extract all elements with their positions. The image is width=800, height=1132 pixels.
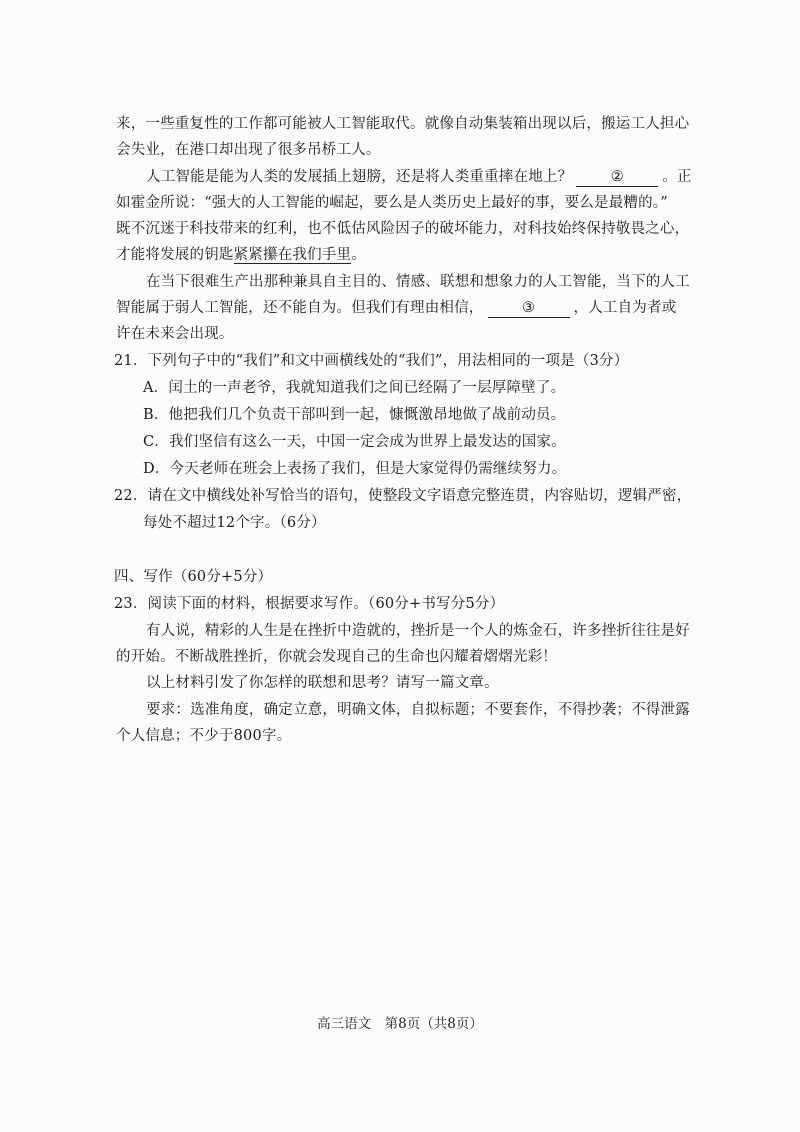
passage-line (146, 166, 692, 188)
question-21-option-a: A．闰土的一声老爷，我就知道我们之间已经隔了一层厚障壁了。 (143, 380, 566, 396)
passage-text: 人工智能是能为人类的发展插上翅膀，还是将人类重重摔在地上？ (146, 169, 573, 185)
passage-text: ，人工自为者或 (573, 300, 677, 316)
passage-line (116, 244, 686, 266)
passage-line (116, 297, 686, 319)
question-21-option-d: D．今天老师在班会上表扬了我们，但是大家觉得仍需继续努力。 (143, 461, 567, 477)
passage-line: 会失业，在港口却出现了很多吊桥工人。 (116, 142, 381, 158)
passage-text: 才能将发展的钥匙 (116, 247, 234, 263)
writing-prompt: 以上材料引发了你怎样的联想和思考？请写一篇文章。 (146, 675, 499, 691)
fill-blank-3: ③ (488, 299, 570, 318)
material-line: 有人说，精彩的人生是在挫折中造就的，挫折是一个人的炼金石，许多挫折往往是好 (146, 623, 690, 639)
underlined-phrase: 紧紧攥在我们手里 (233, 247, 352, 263)
passage-line: 许在未来会出现。 (116, 326, 234, 342)
passage-line: 如霍金所说：“强大的人工智能的崛起，要么是人类历史上最好的事，要么是最糟的。” (116, 195, 668, 211)
fill-blank-2: ② (576, 168, 658, 187)
question-21-option-c: C．我们坚信有这么一天，中国一定会成为世界上最发达的国家。 (143, 434, 566, 450)
passage-text: 智能属于弱人工智能，还不能自为。但我们有理由相信， (116, 300, 484, 316)
question-21-option-b: B．他把我们几个负责干部叫到一起，慷慨激昂地做了战前动员。 (143, 407, 566, 423)
section-title: 四、写作（60分+5分） (114, 569, 273, 585)
passage-text: 。正 (662, 169, 692, 185)
passage-line: 来，一些重复性的工作都可能被人工智能取代。就像自动集装箱出现以后，搬运工人担心 (116, 116, 690, 132)
question-22-stem: 22．请在文中横线处补写恰当的语句，使整段文字语意完整连贯，内容贴切，逻辑严密， (114, 488, 692, 504)
page-footer: 高三语文 第8页（共8页） (317, 1016, 483, 1032)
question-23-stem: 23．阅读下面的材料，根据要求写作。（60分+书写分5分） (114, 596, 505, 612)
material-line: 的开始。不断战胜挫折，你就会发现自己的生命也闪耀着熠熠光彩！ (116, 649, 557, 665)
passage-line: 在当下很难生产出那种兼具自主目的、情感、联想和想象力的人工智能，当下的人工 (146, 274, 690, 290)
question-21-stem: 21．下列句子中的“我们”和文中画横线处的“我们”，用法相同的一项是（3分） (114, 353, 629, 369)
passage-line: 既不沉迷于科技带来的红利，也不低估风险因子的破坏能力，对科技始终保持敬畏之心， (116, 221, 690, 237)
passage-text: 。 (351, 247, 366, 263)
question-22-stem: 每处不超过12个字。（6分） (143, 515, 326, 531)
requirements-line: 个人信息；不少于800字。 (116, 728, 292, 744)
requirements-line: 要求：选准角度，确定立意，明确文体，自拟标题；不要套作，不得抄袭；不得泄露 (146, 702, 690, 718)
